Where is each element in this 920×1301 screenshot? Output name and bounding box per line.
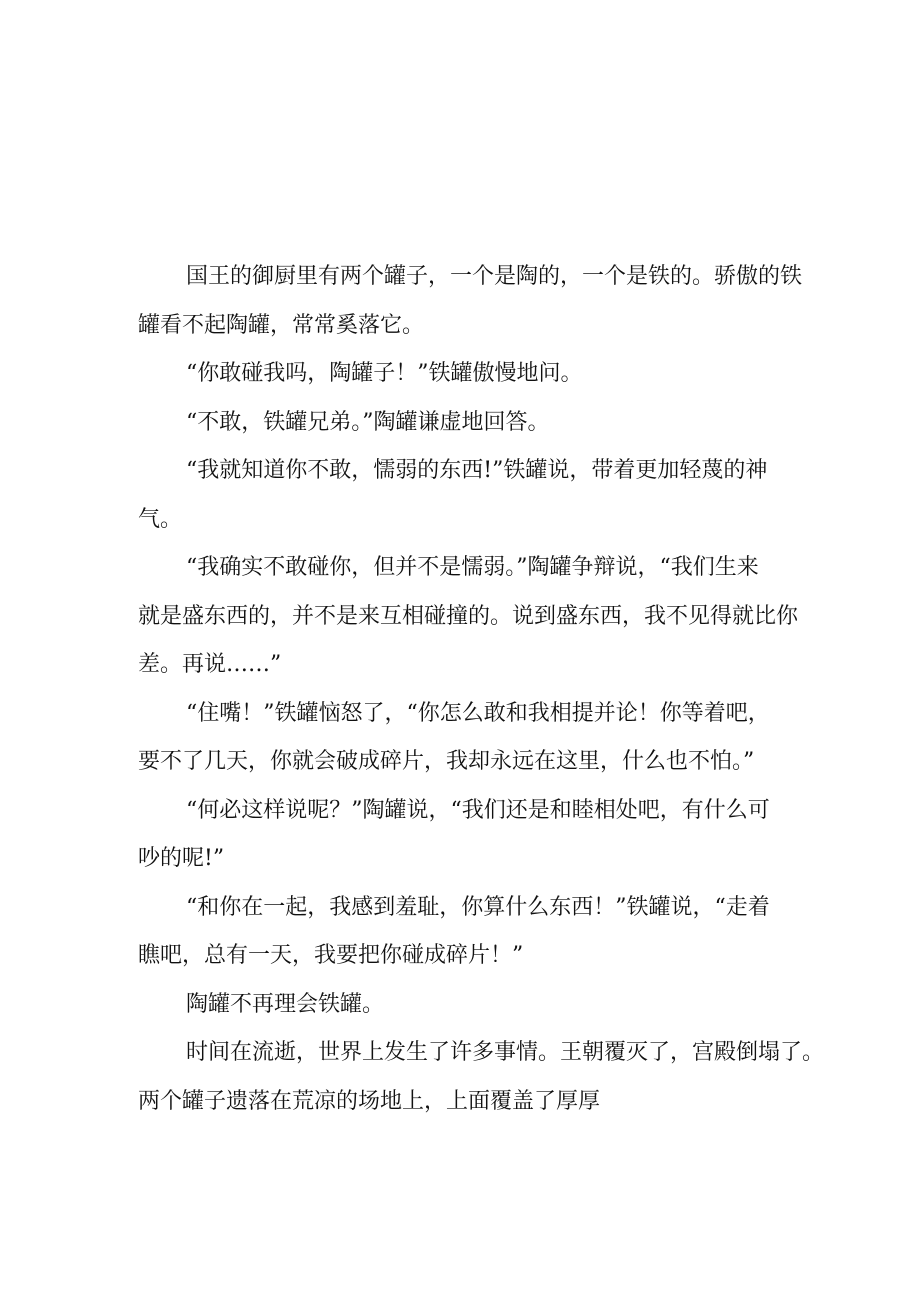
text-line: “住嘴！”铁罐恼怒了，“你怎么敢和我相提并论！你等着吧， xyxy=(186,700,770,726)
text-line: 两个罐子遗落在荒凉的场地上，上面覆盖了厚厚 xyxy=(138,1088,601,1114)
story-text xyxy=(138,253,825,1126)
text-line: “和你在一起，我感到羞耻，你算什么东西！”铁罐说，“走着 xyxy=(186,894,770,920)
text-line: 国王的御厨里有两个罐子，一个是陶的，一个是铁的。骄傲的铁 xyxy=(186,264,803,289)
text-line: “我就知道你不敢，懦弱的东西!”铁罐说，带着更加轻蔑的神 xyxy=(186,458,768,483)
text-line: 罐看不起陶罐，常常奚落它。 xyxy=(138,312,425,338)
text-line: “我确实不敢碰你，但并不是懦弱。”陶罐争辩说，“我们生来 xyxy=(186,555,759,580)
text-line: 气。 xyxy=(138,506,183,532)
text-line: “何必这样说呢？”陶罐说，“我们还是和睦相处吧，有什么可 xyxy=(186,797,770,823)
text-line: 时间在流逝，世界上发生了许多事情。王朝覆灭了，宫殿倒塌了。 xyxy=(186,1040,825,1065)
text-line: 就是盛东西的，并不是来互相碰撞的。说到盛东西，我不见得就比你 xyxy=(138,603,799,629)
text-line: 要不了几天，你就会破成碎片，我却永远在这里，什么也不怕。” xyxy=(138,749,755,774)
text-line: 吵的呢!” xyxy=(138,846,225,871)
text-line: 陶罐不再理会铁罐。 xyxy=(186,991,385,1017)
text-line: “你敢碰我吗，陶罐子！”铁罐傲慢地问。 xyxy=(186,361,583,386)
text-line: 差。再说……” xyxy=(138,652,282,677)
text-line: 瞧吧，总有一天，我要把你碰成碎片！” xyxy=(138,943,524,968)
text-line: “不敢，铁罐兄弟。”陶罐谦虚地回答。 xyxy=(186,409,550,435)
